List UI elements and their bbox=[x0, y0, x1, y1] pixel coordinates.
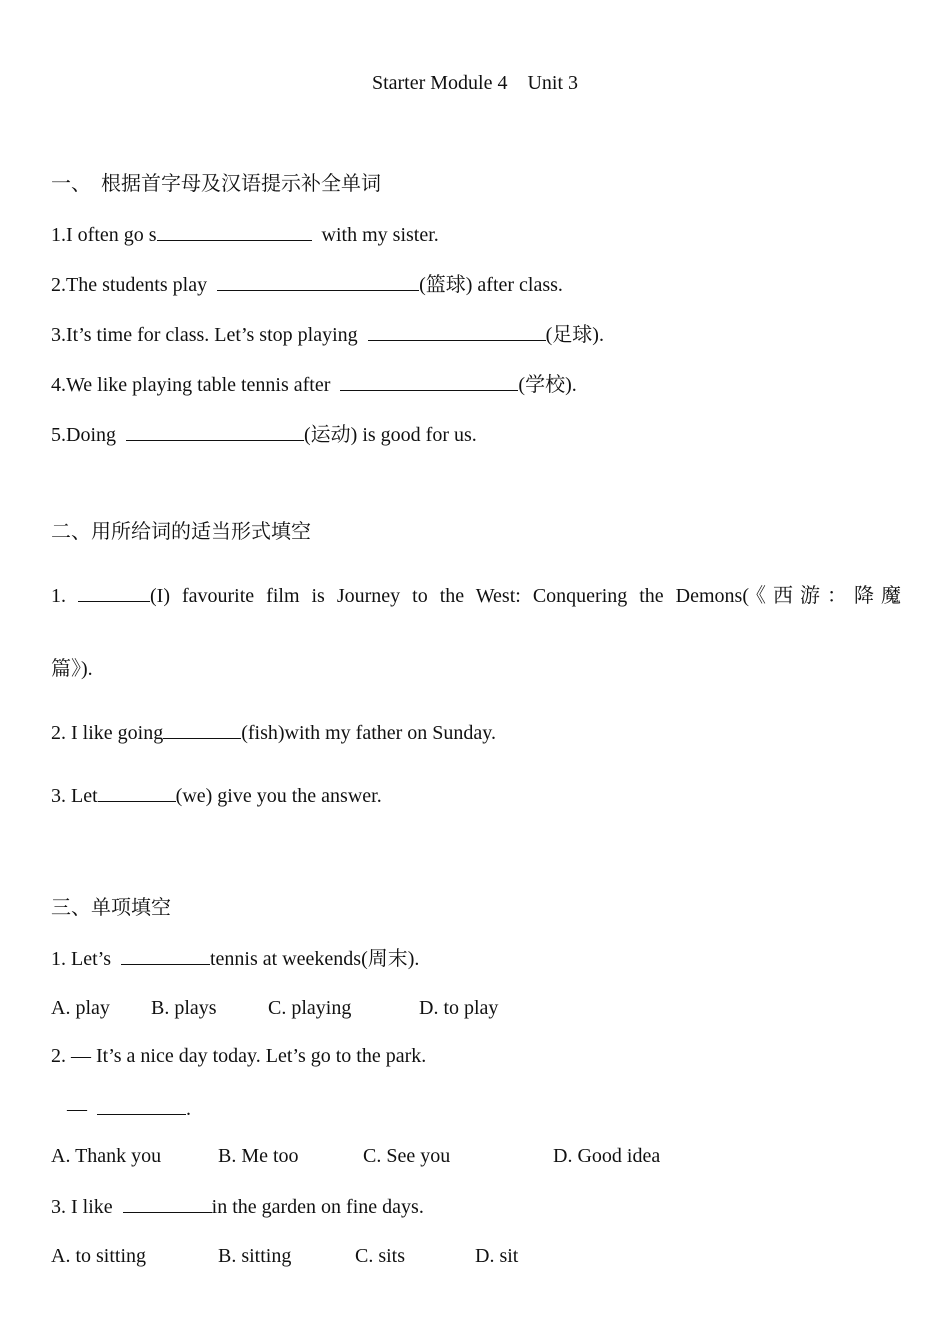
s1-question-5 bbox=[51, 422, 477, 447]
s3-q1-option-b[interactable]: B. plays bbox=[151, 997, 217, 1019]
s2-q1-text-pre: 1. bbox=[51, 585, 78, 607]
s2-question-1 bbox=[51, 583, 901, 608]
s1-q3-text-post: (足球). bbox=[545, 324, 604, 346]
s3-q2-option-d[interactable]: D. Good idea bbox=[553, 1145, 661, 1167]
answer-blank[interactable] bbox=[217, 272, 419, 291]
s1-q1-text-post: with my sister. bbox=[311, 224, 439, 246]
s3-q1-option-a[interactable]: A. play bbox=[51, 997, 110, 1019]
answer-blank[interactable] bbox=[368, 322, 546, 341]
s3-question-1 bbox=[51, 946, 419, 971]
answer-blank[interactable] bbox=[157, 222, 312, 241]
s2-q3-text-post: (we) give you the answer. bbox=[175, 785, 382, 807]
answer-blank[interactable] bbox=[78, 583, 150, 602]
s3-q1-text-pre: 1. Let’s bbox=[51, 948, 121, 970]
s3-q3-text-pre: 3. I like bbox=[51, 1196, 123, 1218]
s1-q5-text-post: (运动) is good for us. bbox=[304, 424, 477, 446]
answer-blank[interactable] bbox=[163, 720, 241, 739]
s3-q2-option-b[interactable]: B. Me too bbox=[218, 1145, 299, 1167]
s1-question-2 bbox=[51, 272, 563, 297]
answer-blank[interactable] bbox=[126, 422, 304, 441]
s3-q1-option-c[interactable]: C. playing bbox=[268, 997, 352, 1019]
page-title: Starter Module 4 Unit 3 bbox=[371, 72, 579, 94]
section2-heading: 二、用所给词的适当形式填空 bbox=[51, 521, 311, 543]
s2-q2-text-post: (fish)with my father on Sunday. bbox=[241, 722, 496, 744]
s3-q2-reply-pre: — bbox=[67, 1098, 97, 1120]
answer-blank[interactable] bbox=[123, 1194, 212, 1213]
s3-q2-option-a[interactable]: A. Thank you bbox=[51, 1145, 162, 1167]
s2-q1-text-post: (I) favourite film is Journey to the West: Conquering the Demons(《西游：降魔 bbox=[150, 585, 901, 607]
s3-question-2: 2. — It’s a nice day today. Let’s go to the park. bbox=[51, 1045, 427, 1067]
s3-q3-option-b[interactable]: B. sitting bbox=[218, 1245, 292, 1267]
s1-question-3 bbox=[51, 322, 604, 347]
s3-q3-option-d[interactable]: D. sit bbox=[475, 1245, 519, 1267]
s1-q4-text-post: (学校). bbox=[518, 374, 577, 396]
s1-q5-text-pre: 5.Doing bbox=[51, 424, 126, 446]
s3-question-3 bbox=[51, 1194, 424, 1219]
s1-question-4 bbox=[51, 372, 577, 397]
s2-question-2 bbox=[51, 720, 496, 745]
answer-blank[interactable] bbox=[121, 946, 210, 965]
s3-q3-option-c[interactable]: C. sits bbox=[355, 1245, 406, 1267]
s3-q2-option-c[interactable]: C. See you bbox=[363, 1145, 451, 1167]
s3-q1-text-post: tennis at weekends(周末). bbox=[210, 948, 420, 970]
s3-q1-option-d[interactable]: D. to play bbox=[419, 997, 499, 1019]
answer-blank[interactable] bbox=[97, 1096, 186, 1115]
s1-q4-text-pre: 4.We like playing table tennis after bbox=[51, 374, 341, 396]
section3-heading: 三、单项填空 bbox=[51, 897, 171, 919]
s2-q1-continuation: 篇》). bbox=[51, 658, 93, 680]
s2-question-3 bbox=[51, 783, 382, 808]
s3-q2-reply-post: . bbox=[186, 1098, 191, 1120]
s1-q3-text-pre: 3.It’s time for class. Let’s stop playing bbox=[51, 324, 368, 346]
s1-q2-text-post: (篮球) after class. bbox=[419, 274, 563, 296]
answer-blank[interactable] bbox=[98, 783, 176, 802]
s3-q2-reply bbox=[67, 1096, 191, 1121]
s2-q2-text-pre: 2. I like going bbox=[51, 722, 164, 744]
s1-question-1 bbox=[51, 222, 439, 247]
answer-blank[interactable] bbox=[340, 372, 518, 391]
s3-q3-text-post: in the garden on fine days. bbox=[211, 1196, 424, 1218]
section1-heading: 一、 根据首字母及汉语提示补全单词 bbox=[51, 173, 381, 195]
s2-q3-text-pre: 3. Let bbox=[51, 785, 98, 807]
s3-q3-option-a[interactable]: A. to sitting bbox=[51, 1245, 147, 1267]
s1-q1-text-pre: 1.I often go s bbox=[51, 224, 157, 246]
s1-q2-text-pre: 2.The students play bbox=[51, 274, 218, 296]
